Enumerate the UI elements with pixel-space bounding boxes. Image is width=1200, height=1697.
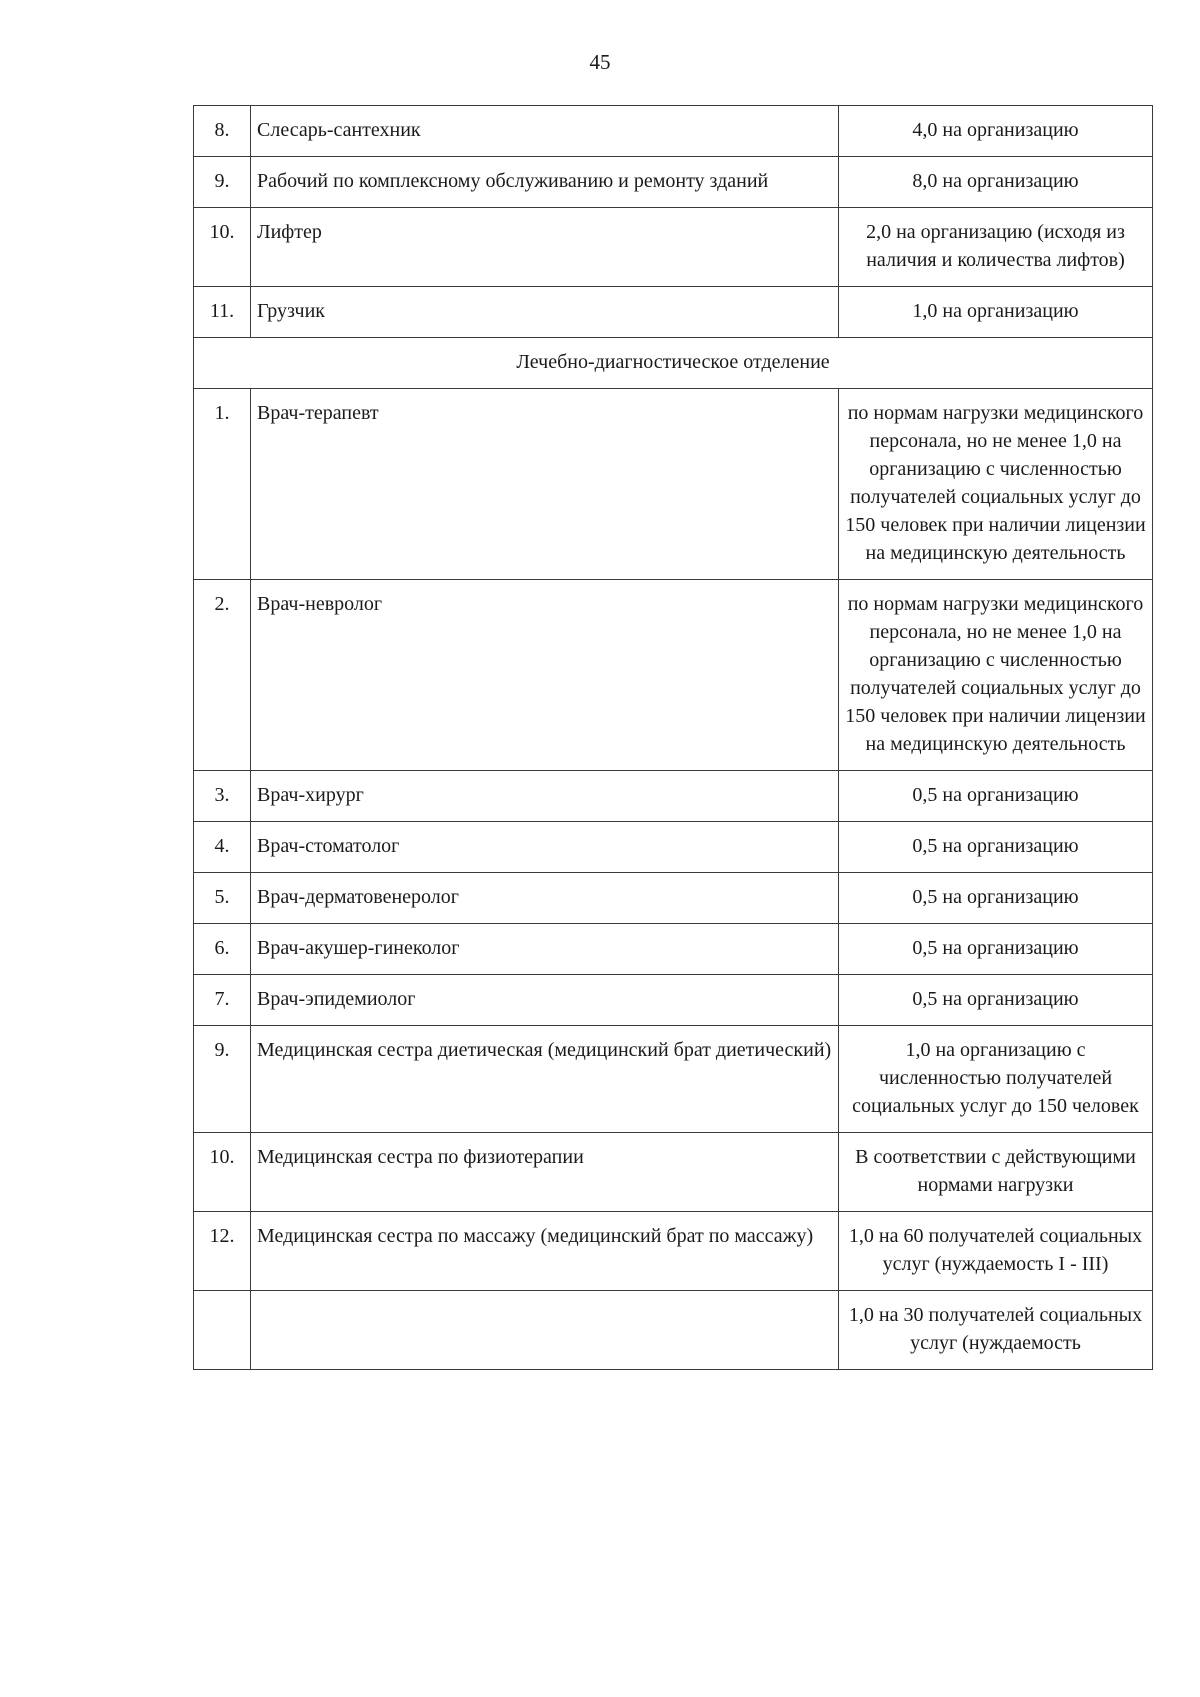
row-number: 10.: [194, 1133, 251, 1212]
position-name: Врач-эпидемиолог: [251, 975, 839, 1026]
position-name: Врач-невролог: [251, 580, 839, 771]
row-number: 11.: [194, 287, 251, 338]
staffing-norm: 1,0 на 60 получателей социальных услуг (нуждаемость I - III): [839, 1212, 1153, 1291]
position-name: Слесарь-сантехник: [251, 106, 839, 157]
row-number: 2.: [194, 580, 251, 771]
staffing-norm: по нормам нагрузки медицинского персонала, но не менее 1,0 на организацию с численностью получателей социальных услуг до 150 человек при наличии лицензии на медицинскую деятельность: [839, 389, 1153, 580]
row-number: 9.: [194, 1026, 251, 1133]
table-row: [194, 1133, 1153, 1212]
row-number: 1.: [194, 389, 251, 580]
row-number: 4.: [194, 822, 251, 873]
table-row: [194, 287, 1153, 338]
table-row: [194, 1291, 1153, 1370]
position-name: Рабочий по комплексному обслуживанию и ремонту зданий: [251, 157, 839, 208]
staffing-norm: 4,0 на организацию: [839, 106, 1153, 157]
row-number: 9.: [194, 157, 251, 208]
row-number: 3.: [194, 771, 251, 822]
staffing-norm: В соответствии с действующими нормами нагрузки: [839, 1133, 1153, 1212]
position-name: Врач-хирург: [251, 771, 839, 822]
staffing-norm: 0,5 на организацию: [839, 924, 1153, 975]
position-name: Врач-стоматолог: [251, 822, 839, 873]
row-number: 10.: [194, 208, 251, 287]
table-row: [194, 924, 1153, 975]
staffing-norm: по нормам нагрузки медицинского персонала, но не менее 1,0 на организацию с численностью получателей социальных услуг до 150 человек при наличии лицензии на медицинскую деятельность: [839, 580, 1153, 771]
section-title: Лечебно-диагностическое отделение: [194, 338, 1153, 389]
staffing-norm: 8,0 на организацию: [839, 157, 1153, 208]
row-number: [194, 1291, 251, 1370]
staff-norms-table: [193, 105, 1153, 1370]
staffing-norm: 2,0 на организацию (исходя из наличия и количества лифтов): [839, 208, 1153, 287]
table-row: [194, 208, 1153, 287]
row-number: 8.: [194, 106, 251, 157]
staffing-norm: 1,0 на организацию с численностью получателей социальных услуг до 150 человек: [839, 1026, 1153, 1133]
position-name: Медицинская сестра диетическая (медицинский брат диетический): [251, 1026, 839, 1133]
row-number: 6.: [194, 924, 251, 975]
position-name: Медицинская сестра по физиотерапии: [251, 1133, 839, 1212]
row-number: 12.: [194, 1212, 251, 1291]
staffing-norm: 0,5 на организацию: [839, 771, 1153, 822]
table-row: [194, 1212, 1153, 1291]
position-name: Врач-дерматовенеролог: [251, 873, 839, 924]
position-name: Лифтер: [251, 208, 839, 287]
table-row: [194, 873, 1153, 924]
staffing-norm: 0,5 на организацию: [839, 822, 1153, 873]
position-name: [251, 1291, 839, 1370]
staffing-norm: 0,5 на организацию: [839, 873, 1153, 924]
position-name: Врач-акушер-гинеколог: [251, 924, 839, 975]
position-name: Грузчик: [251, 287, 839, 338]
staffing-norm: 0,5 на организацию: [839, 975, 1153, 1026]
table-row: [194, 1026, 1153, 1133]
table-row: [194, 389, 1153, 580]
position-name: Врач-терапевт: [251, 389, 839, 580]
row-number: 5.: [194, 873, 251, 924]
table-row: [194, 157, 1153, 208]
table-row: [194, 106, 1153, 157]
table-row: [194, 975, 1153, 1026]
table-row: [194, 580, 1153, 771]
table-row: [194, 771, 1153, 822]
row-number: 7.: [194, 975, 251, 1026]
position-name: Медицинская сестра по массажу (медицинский брат по массажу): [251, 1212, 839, 1291]
section-header-row: [194, 338, 1153, 389]
staffing-norm: 1,0 на организацию: [839, 287, 1153, 338]
table-row: [194, 822, 1153, 873]
staffing-norm: 1,0 на 30 получателей социальных услуг (нуждаемость: [839, 1291, 1153, 1370]
page-number: 45: [589, 50, 611, 74]
